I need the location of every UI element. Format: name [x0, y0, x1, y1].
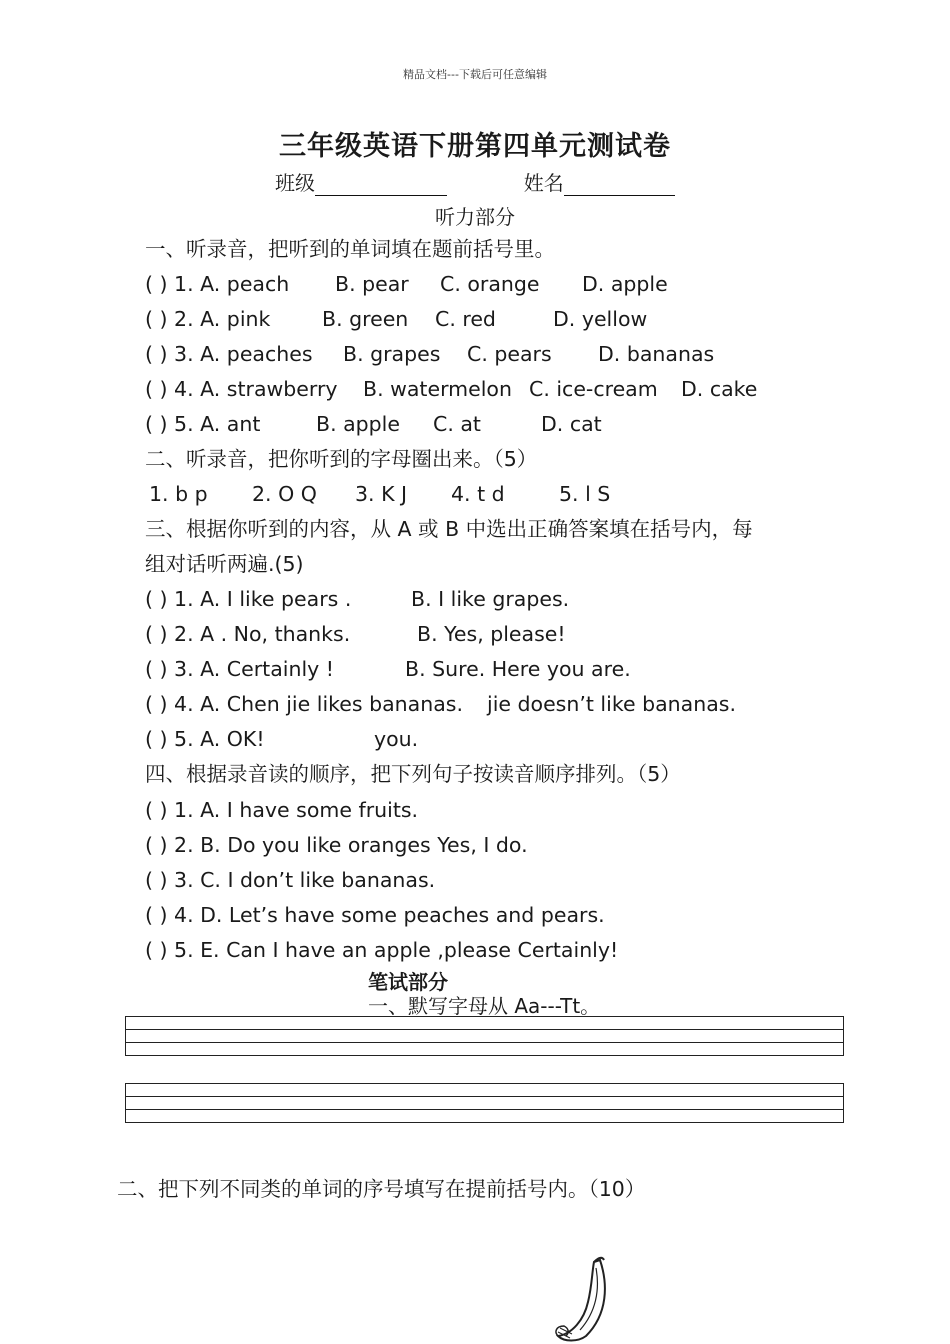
class-label: 班级: [275, 171, 315, 195]
page-title: 三年级英语下册第四单元测试卷: [279, 131, 671, 162]
writing-line[interactable]: [126, 1030, 843, 1043]
s2-heading: 二、听录音，把你听到的字母圈出来。（5）: [145, 447, 538, 471]
handwriting-lines-2[interactable]: [125, 1083, 844, 1123]
s4-row: ( ) 1. A. I have some fruits.: [145, 798, 419, 822]
written-title: 笔试部分: [368, 970, 448, 994]
name-blank[interactable]: [564, 175, 675, 196]
s3-heading-cont: 组对话听两遍.(5): [145, 552, 304, 576]
written-task: 一、默写字母从 Aa---Tt。: [368, 994, 601, 1018]
s4-heading: 四、根据录音读的顺序，把下列句子按读音顺序排列。（5）: [145, 762, 681, 786]
banana-icon: [548, 1254, 618, 1344]
listening-title: 听力部分: [435, 205, 515, 229]
s4-row: ( ) 3. C. I don’t like bananas.: [145, 868, 436, 892]
bottom-section-heading: 二、把下列不同类的单词的序号填写在提前括号内。（10）: [117, 1177, 646, 1201]
s4-row: ( ) 2. B. Do you like oranges Yes, I do.: [145, 833, 528, 857]
handwriting-lines-1[interactable]: [125, 1016, 844, 1056]
writing-line[interactable]: [126, 1043, 843, 1055]
class-blank[interactable]: [315, 175, 447, 196]
s3-heading: 三、根据你听到的内容，从 A 或 B 中选出正确答案填在括号内，每: [145, 517, 753, 541]
writing-line[interactable]: [126, 1017, 843, 1030]
writing-line[interactable]: [126, 1084, 843, 1097]
writing-line[interactable]: [126, 1110, 843, 1122]
s4-row: ( ) 5. E. Can I have an apple ,please Certainly!: [145, 938, 619, 962]
s1-heading: 一、听录音，把听到的单词填在题前括号里。: [145, 237, 555, 261]
s4-row: ( ) 4. D. Let’s have some peaches and pears.: [145, 903, 605, 927]
writing-line[interactable]: [126, 1097, 843, 1110]
header-note: 精品文档---下载后可任意编辑: [403, 68, 547, 81]
name-label: 姓名: [523, 171, 564, 195]
class-name-line: [275, 167, 675, 196]
